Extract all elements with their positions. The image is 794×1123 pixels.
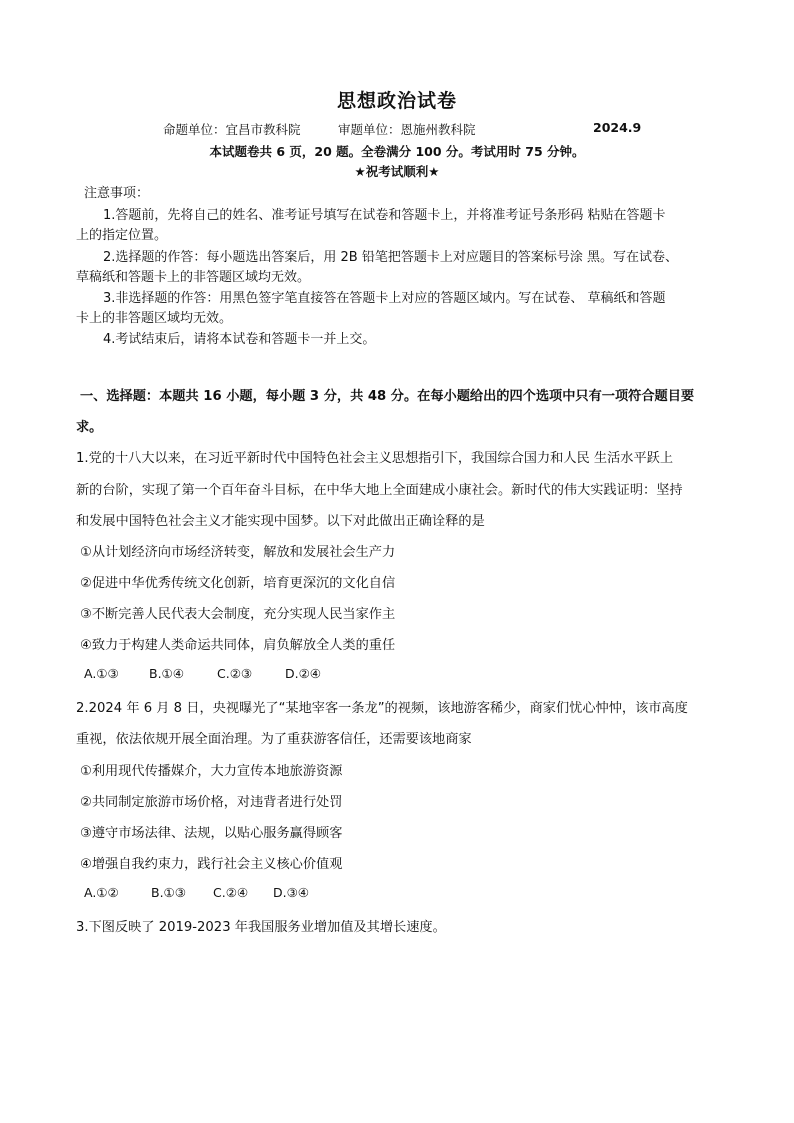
question-1-text: 新的台阶，实现了第一个百年奋斗目标，在中华大地上全面建成小康社会。新时代的伟大实践证明：坚持 — [76, 483, 683, 498]
notice-line: 1.答题前，先将自己的姓名、准考证号填写在试卷和答题卡上，并将准考证号条形码 粘贴在答题卡 — [103, 208, 666, 223]
notice-line: 卡上的非答题区域均无效。 — [76, 311, 233, 326]
q1-option: ①从计划经济向市场经济转变，解放和发展社会生产力 — [80, 545, 396, 560]
q1-choices — [84, 666, 345, 681]
q2-choice-a[interactable]: A.①② — [84, 885, 119, 900]
q1-option: ④致力于构建人类命运共同体，肩负解放全人类的重任 — [80, 638, 396, 653]
question-1-text: 1.党的十八大以来，在习近平新时代中国特色社会主义思想指引下，我国综合国力和人民 生活水平跃上 — [76, 451, 674, 466]
question-1-text: 和发展中国特色社会主义才能实现中国梦。以下对此做出正确诠释的是 — [76, 514, 485, 529]
q1-choice-d[interactable]: D.②④ — [285, 666, 322, 681]
reviewer-unit: 审题单位：恩施州教科院 — [338, 122, 476, 137]
notice-line: 4.考试结束后，请将本试卷和答题卡一并上交。 — [103, 332, 376, 347]
notice-line: 3.非选择题的作答：用黑色签字笔直接答在答题卡上对应的答题区域内。写在试卷、 草稿纸和答题 — [103, 291, 666, 306]
q1-choice-b[interactable]: B.①④ — [149, 666, 184, 681]
question-2-text: 重视，依法依规开展全面治理。为了重获游客信任，还需要该地商家 — [76, 732, 472, 747]
q2-choices — [84, 885, 333, 900]
notice-heading: 注意事项： — [84, 186, 150, 201]
question-3-text: 3.下图反映了 2019-2023 年我国服务业增加值及其增长速度。 — [76, 920, 446, 935]
section-heading: 一、选择题：本题共 16 小题，每小题 3 分，共 48 分。在每小题给出的四个选项中只有一项符合题目要 — [80, 389, 695, 404]
q2-choice-b[interactable]: B.①③ — [151, 885, 186, 900]
exam-info: 本试题卷共 6 页，20 题。全卷满分 100 分。考试用时 75 分钟。 — [209, 144, 585, 159]
page-title: 思想政治试卷 — [336, 90, 457, 112]
q2-option: ④增强自我约束力，践行社会主义核心价值观 — [80, 857, 343, 872]
q1-option: ②促进中华优秀传统文化创新，培育更深沉的文化自信 — [80, 576, 396, 591]
good-luck-banner: ★祝考试顺利★ — [354, 164, 440, 179]
notice-line: 上的指定位置。 — [76, 228, 168, 243]
q2-choice-d[interactable]: D.③④ — [273, 885, 310, 900]
q2-option: ③遵守市场法律、法规，以贴心服务赢得顾客 — [80, 826, 343, 841]
q1-option: ③不断完善人民代表大会制度，充分实现人民当家作主 — [80, 607, 396, 622]
question-2-text: 2.2024 年 6 月 8 日，央视曝光了“某地宰客一条龙”的视频，该地游客稀少，商家们忧心忡忡，该市高度 — [76, 701, 688, 716]
q2-option: ②共同制定旅游市场价格，对违背者进行处罚 — [80, 795, 343, 810]
exam-date: 2024.9 — [593, 120, 642, 135]
proposer-unit: 命题单位：宜昌市教科院 — [163, 122, 301, 137]
notice-line: 草稿纸和答题卡上的非答题区域均无效。 — [76, 270, 311, 285]
q1-choice-c[interactable]: C.②③ — [217, 666, 253, 681]
q2-option: ①利用现代传播媒介，大力宣传本地旅游资源 — [80, 764, 343, 779]
section-heading-cont: 求。 — [76, 420, 103, 435]
q2-choice-c[interactable]: C.②④ — [213, 885, 249, 900]
notice-line: 2.选择题的作答：每小题选出答案后，用 2B 铅笔把答题卡上对应题目的答案标号涂 黑。写在试卷、 — [103, 250, 678, 265]
q1-choice-a[interactable]: A.①③ — [84, 666, 119, 681]
